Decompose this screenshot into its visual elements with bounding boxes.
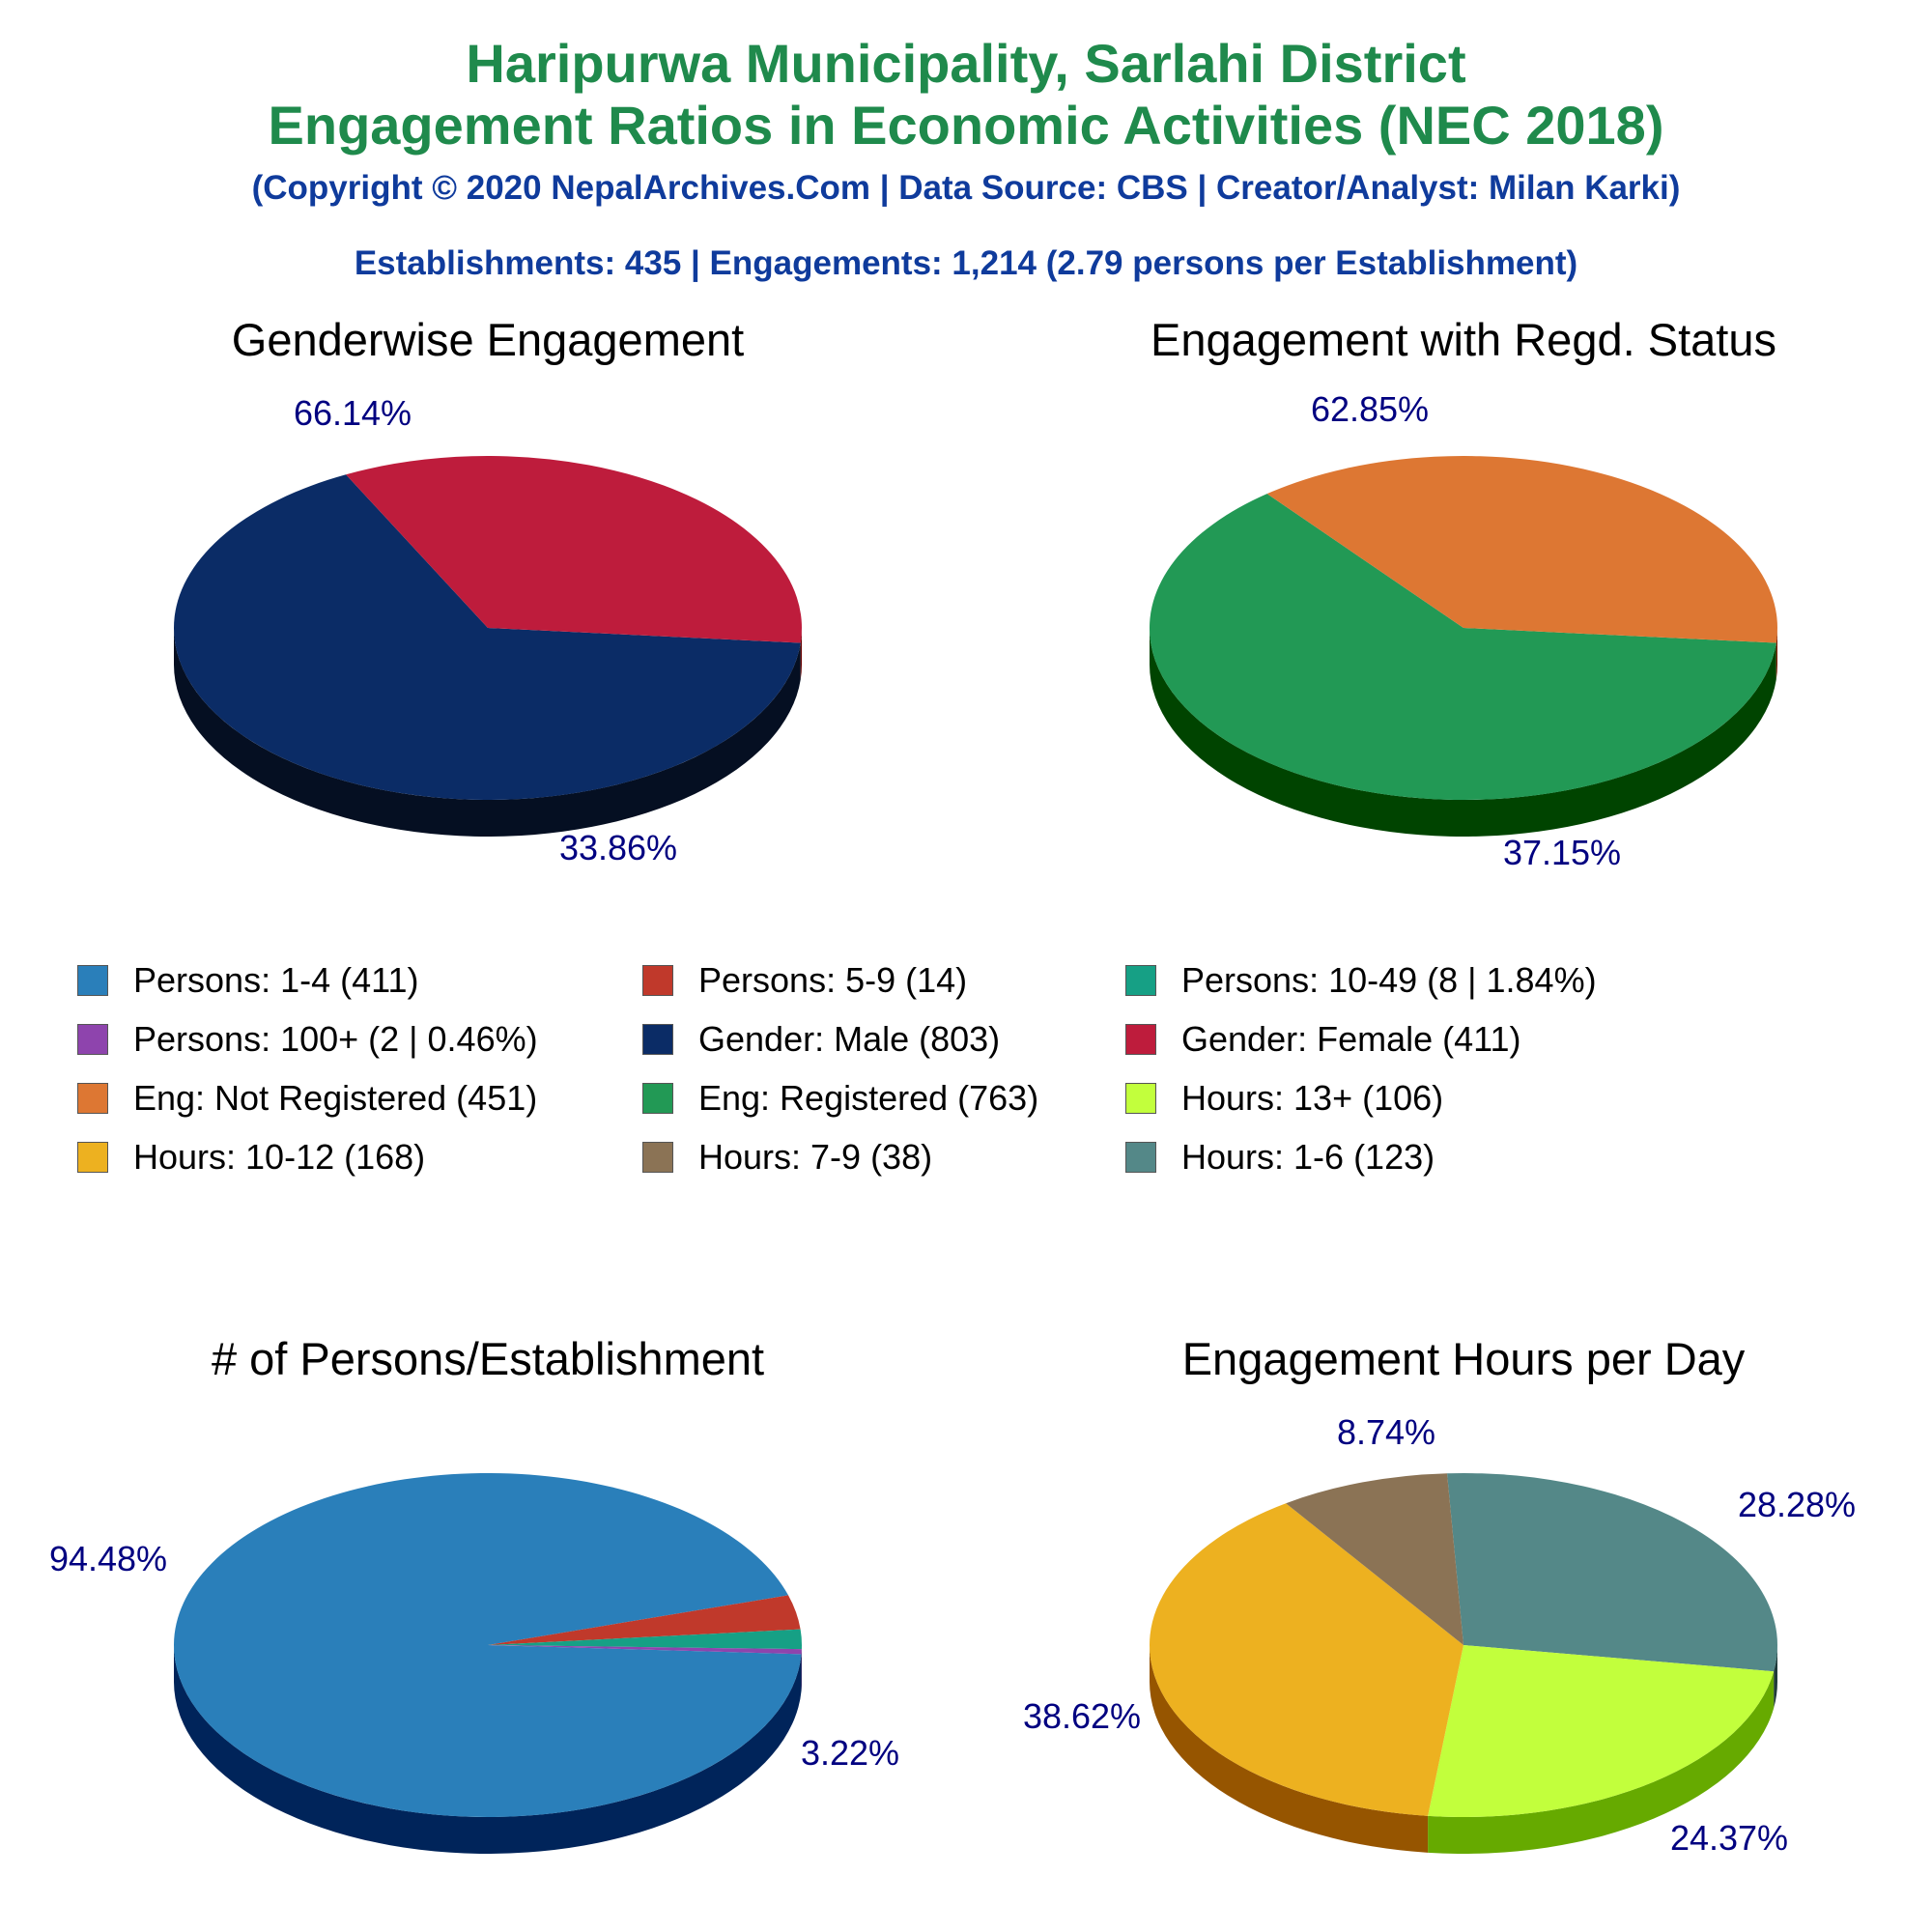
pie-percent-label: 37.15% <box>1502 833 1622 872</box>
legend-swatch <box>1125 1083 1156 1114</box>
legend-item <box>642 1074 1038 1122</box>
legend-item <box>1125 1015 1521 1064</box>
legend-item <box>77 956 418 1005</box>
pie-percent-label: 3.22% <box>800 1733 900 1773</box>
legend-item <box>1125 956 1597 1005</box>
legend-label: Persons: 5-9 (14) <box>698 960 968 1000</box>
legend-swatch <box>77 1083 108 1114</box>
summary-text: Establishments: 435 | Engagements: 1,214 (2.79 persons per Establishment) <box>354 244 1578 282</box>
pie-title: Genderwise Engagement <box>231 314 745 365</box>
chart-title-line2: Engagement Ratios in Economic Activities (NEC 2018) <box>268 95 1664 156</box>
pie-percent-label: 8.74% <box>1336 1412 1436 1452</box>
legend-item <box>1125 1133 1435 1181</box>
legend-item <box>642 1133 932 1181</box>
legend-label: Hours: 1-6 (123) <box>1181 1137 1435 1177</box>
legend-item <box>77 1133 425 1181</box>
legend-swatch <box>1125 965 1156 996</box>
pie-slice <box>1428 1645 1774 1817</box>
legend-label: Hours: 13+ (106) <box>1181 1078 1444 1118</box>
pie-percent-label: 28.28% <box>1737 1485 1857 1524</box>
legend-label: Persons: 10-49 (8 | 1.84%) <box>1181 960 1597 1000</box>
pie-title: # of Persons/Establishment <box>211 1333 765 1384</box>
legend-label: Persons: 1-4 (411) <box>133 960 419 1000</box>
pie-chart-2 <box>1150 314 1777 872</box>
legend-swatch <box>642 1142 673 1173</box>
pie-percent-label: 33.86% <box>558 828 678 867</box>
legend-item <box>642 1015 1000 1064</box>
legend-label: Gender: Male (803) <box>698 1019 1001 1059</box>
pie-percent-label: 94.48% <box>48 1539 168 1578</box>
pie-slice <box>1447 1473 1777 1671</box>
legend-item <box>642 956 967 1005</box>
copyright-text: (Copyright © 2020 NepalArchives.Com | Data Source: CBS | Creator/Analyst: Milan Karki) <box>251 169 1681 207</box>
pie-percent-label: 66.14% <box>293 393 412 433</box>
legend-label: Gender: Female (411) <box>1181 1019 1521 1059</box>
legend-label: Hours: 7-9 (38) <box>698 1137 933 1177</box>
legend-item <box>77 1074 537 1122</box>
legend-swatch <box>1125 1142 1156 1173</box>
legend-label: Hours: 10-12 (168) <box>133 1137 426 1177</box>
legend-swatch <box>1125 1024 1156 1055</box>
legend-label: Eng: Registered (763) <box>698 1078 1039 1118</box>
pie-percent-label: 38.62% <box>1022 1696 1142 1736</box>
pie-chart-1 <box>174 314 802 867</box>
legend-swatch <box>77 1024 108 1055</box>
legend-item <box>1125 1074 1443 1122</box>
legend-label: Persons: 100+ (2 | 0.46%) <box>133 1019 538 1059</box>
legend-swatch <box>642 1024 673 1055</box>
legend-item <box>77 1015 538 1064</box>
legend-swatch <box>642 1083 673 1114</box>
legend-label: Eng: Not Registered (451) <box>133 1078 538 1118</box>
chart-title-line1: Haripurwa Municipality, Sarlahi District <box>466 33 1466 94</box>
pie-title: Engagement Hours per Day <box>1181 1333 1746 1384</box>
pie-title: Engagement with Regd. Status <box>1151 314 1776 365</box>
legend-swatch <box>642 965 673 996</box>
pie-percent-label: 24.37% <box>1669 1818 1789 1858</box>
legend-swatch <box>77 1142 108 1173</box>
pie-chart-3 <box>49 1333 899 1854</box>
pie-chart-4 <box>1023 1333 1856 1858</box>
pie-percent-label: 62.85% <box>1310 389 1430 429</box>
legend-swatch <box>77 965 108 996</box>
